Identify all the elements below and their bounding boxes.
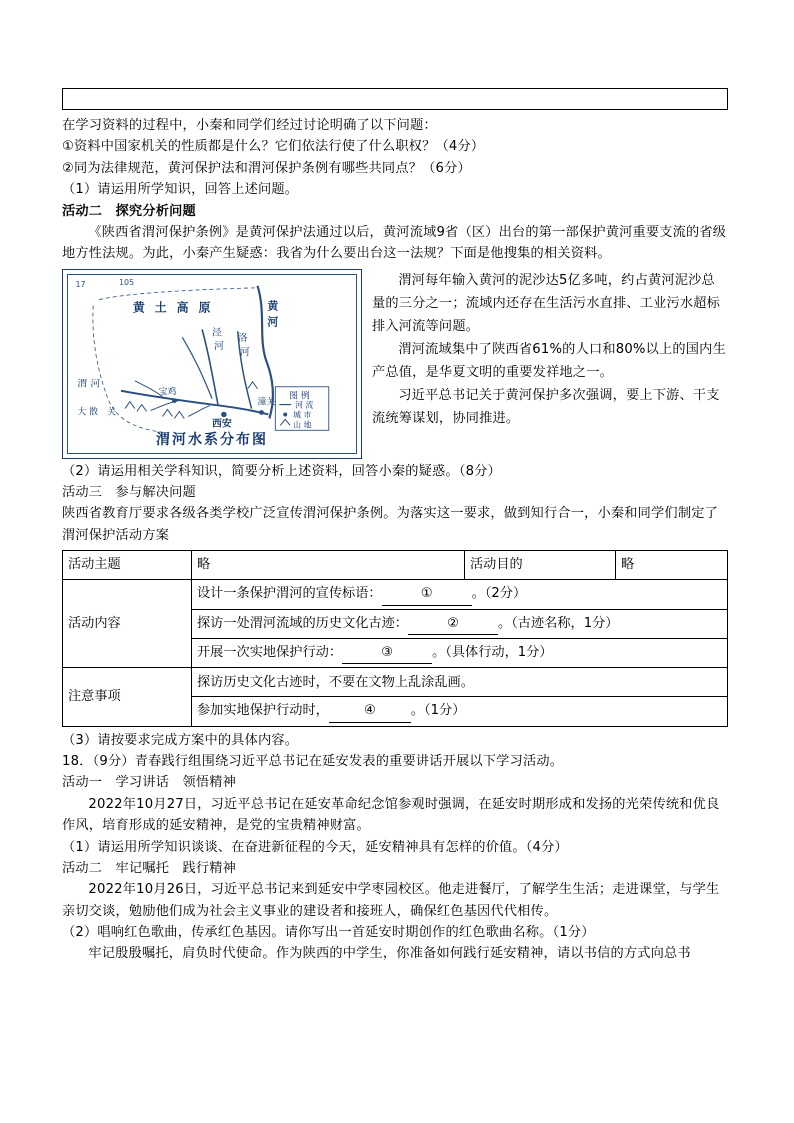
resource-block [62,269,728,459]
resource-fact-1: 渭河每年输入黄河的泥沙达5亿多吨，约占黄河泥沙总量的三分之一；流域内还存在生活污水直排、工业污水超标排入河流等问题。 [372,272,721,334]
svg-text:黄 土 高 原: 黄 土 高 原 [132,300,214,315]
q18-activity1-body: 2022年10月27日，习近平总书记在延安革命纪念馆参观时强调，在延安时期形成和发扬的光荣传统和优良作风，培育形成的延安精神，是党的宝贵精神财富。 [62,796,720,834]
svg-text:图 例: 图 例 [289,391,310,402]
table-row [63,580,728,609]
svg-text:河: 河 [267,315,279,329]
cell-notice-item-1: 探访历史文化古迹时，不要在文物上乱涂乱画。 [192,668,728,697]
activity2-heading: 活动二 探究分析问题 [62,203,196,219]
cell-theme-label: 活动主题 [63,551,192,580]
answer-blank-1[interactable]: ① [382,583,472,605]
cell-notice-item-2 [192,697,728,726]
intro-question-2: ②同为法律规范，黄河保护法和渭河保护条例有哪些共同点？（6分） [62,160,471,176]
content-pre-2: 探访一处渭河流域的历史文化古迹： [197,615,408,631]
resource-fact-2: 渭河流域集中了陕西省61%的人口和80%以上的国内生产总值，是华夏文明的重要发祥地之一。 [372,341,726,380]
svg-text:河 流: 河 流 [295,400,314,410]
cell-content-item-3 [192,638,728,667]
svg-text:潼关: 潼关 [257,397,276,408]
wei-river-map [62,269,362,459]
svg-text:城 市: 城 市 [293,410,312,420]
map-title: 渭河水系分布图 [156,431,268,448]
resource-text [362,269,728,459]
notice-post-2: 。（1分） [410,703,466,719]
q18-activity2-heading: 活动二 牢记嘱托 践行精神 [62,860,237,876]
header-box [62,88,728,110]
activity-plan-table [62,550,728,727]
svg-text:105: 105 [118,277,135,287]
svg-text:大 散: 大 散 [77,407,99,418]
resource-fact-3: 习近平总书记关于黄河保护多次强调，要上下游、干支流统筹谋划，协同推进。 [372,388,720,427]
activity3-paragraph: 陕西省教育厅要求各级各类学校广泛宣传渭河保护条例。为落实这一要求，做到知行合一，小秦和同学们制定了渭河保护活动方案 [62,506,718,543]
answer-blank-2[interactable]: ② [408,613,498,635]
intro-line1: 在学习资料的过程中，小秦和同学们经过讨论明确了以下问题： [62,118,437,133]
content-pre-1: 设计一条保护渭河的宣传标语： [197,586,382,602]
content-post-2: 。（古迹名称，1分） [498,615,619,631]
table-row [63,668,728,697]
svg-text:泾: 泾 [211,326,222,338]
cell-purpose-label: 活动目的 [465,551,616,580]
cell-content-item-1 [192,580,728,609]
svg-text:洛: 洛 [237,332,248,344]
cell-purpose-value: 略 [616,551,728,580]
svg-text:渭 河: 渭 河 [77,378,101,390]
q18-activity2-body: 2022年10月26日，习近平总书记来到延安中学枣园校区。他走进餐厅，了解学生生活；走进课堂，与学生亲切交谈，勉励他们成为社会主义事业的建设者和接班人，确保红色基因代代相传。 [62,882,720,919]
cell-theme-value: 略 [192,551,465,580]
svg-text:河: 河 [239,346,250,358]
intro-question-1: ①资料中国家机关的性质都是什么？它们依法行使了什么职权？（4分） [62,139,485,155]
content-post-3: 。（具体行动，1分） [432,644,553,660]
svg-text:关: 关 [107,407,117,418]
content-post-1: 。（2分） [471,586,527,602]
svg-text:山 地: 山 地 [293,419,312,429]
q18-activity2-body2: 牢记殷殷嘱托，肩负时代使命。作为陕西的中学生，你准备如何践行延安精神，请以书信的方式向总书 [88,946,691,962]
cell-content-label: 活动内容 [63,580,192,668]
svg-text:黄: 黄 [267,299,279,313]
q18-activity2-task: （2）唱响红色歌曲，传承红色基因。请你写出一首延安时期创作的红色歌曲名称。（1分） [62,925,595,940]
answer-blank-3[interactable]: ③ [342,642,432,664]
document-page [62,88,728,965]
table-row [63,551,728,580]
svg-text:河: 河 [213,340,224,352]
content-pre-3: 开展一次实地保护行动： [197,644,343,660]
svg-text:17: 17 [75,279,86,289]
question18-title: 18．（9分）青春践行组围绕习近平总书记在延安发表的重要讲话开展以下学习活动。 [62,754,564,769]
notice-pre-2: 参加实地保护行动时， [197,703,329,719]
answer-blank-4[interactable]: ④ [329,700,411,722]
q18-activity1-heading: 活动一 学习讲话 领悟精神 [62,775,237,791]
activity3-task: （3）请按要求完成方案中的具体内容。 [62,732,299,748]
cell-content-item-2 [192,609,728,638]
cell-notice-label: 注意事项 [63,668,192,726]
svg-text:宝鸡: 宝鸡 [158,387,177,398]
activity2-task: （2）请运用相关学科知识，简要分析上述资料，回答小秦的疑惑。（8分） [62,463,501,479]
activity2-paragraph: 《陕西省渭河保护条例》是黄河保护法通过以后，黄河流域9省（区）出台的第一部保护黄河重要支流的省级地方性法规。为此，小秦产生疑惑：我省为什么要出台这一法规？下面是他搜集的相关资料。 [62,224,727,262]
activity3-heading: 活动三 参与解决问题 [62,485,196,500]
svg-text:西安: 西安 [211,417,232,429]
q18-activity1-task: （1）请运用所学知识谈谈、在奋进新征程的今天，延安精神具有怎样的价值。（4分） [62,839,568,855]
intro-task-1: （1）请运用所学知识，回答上述问题。 [62,182,299,198]
